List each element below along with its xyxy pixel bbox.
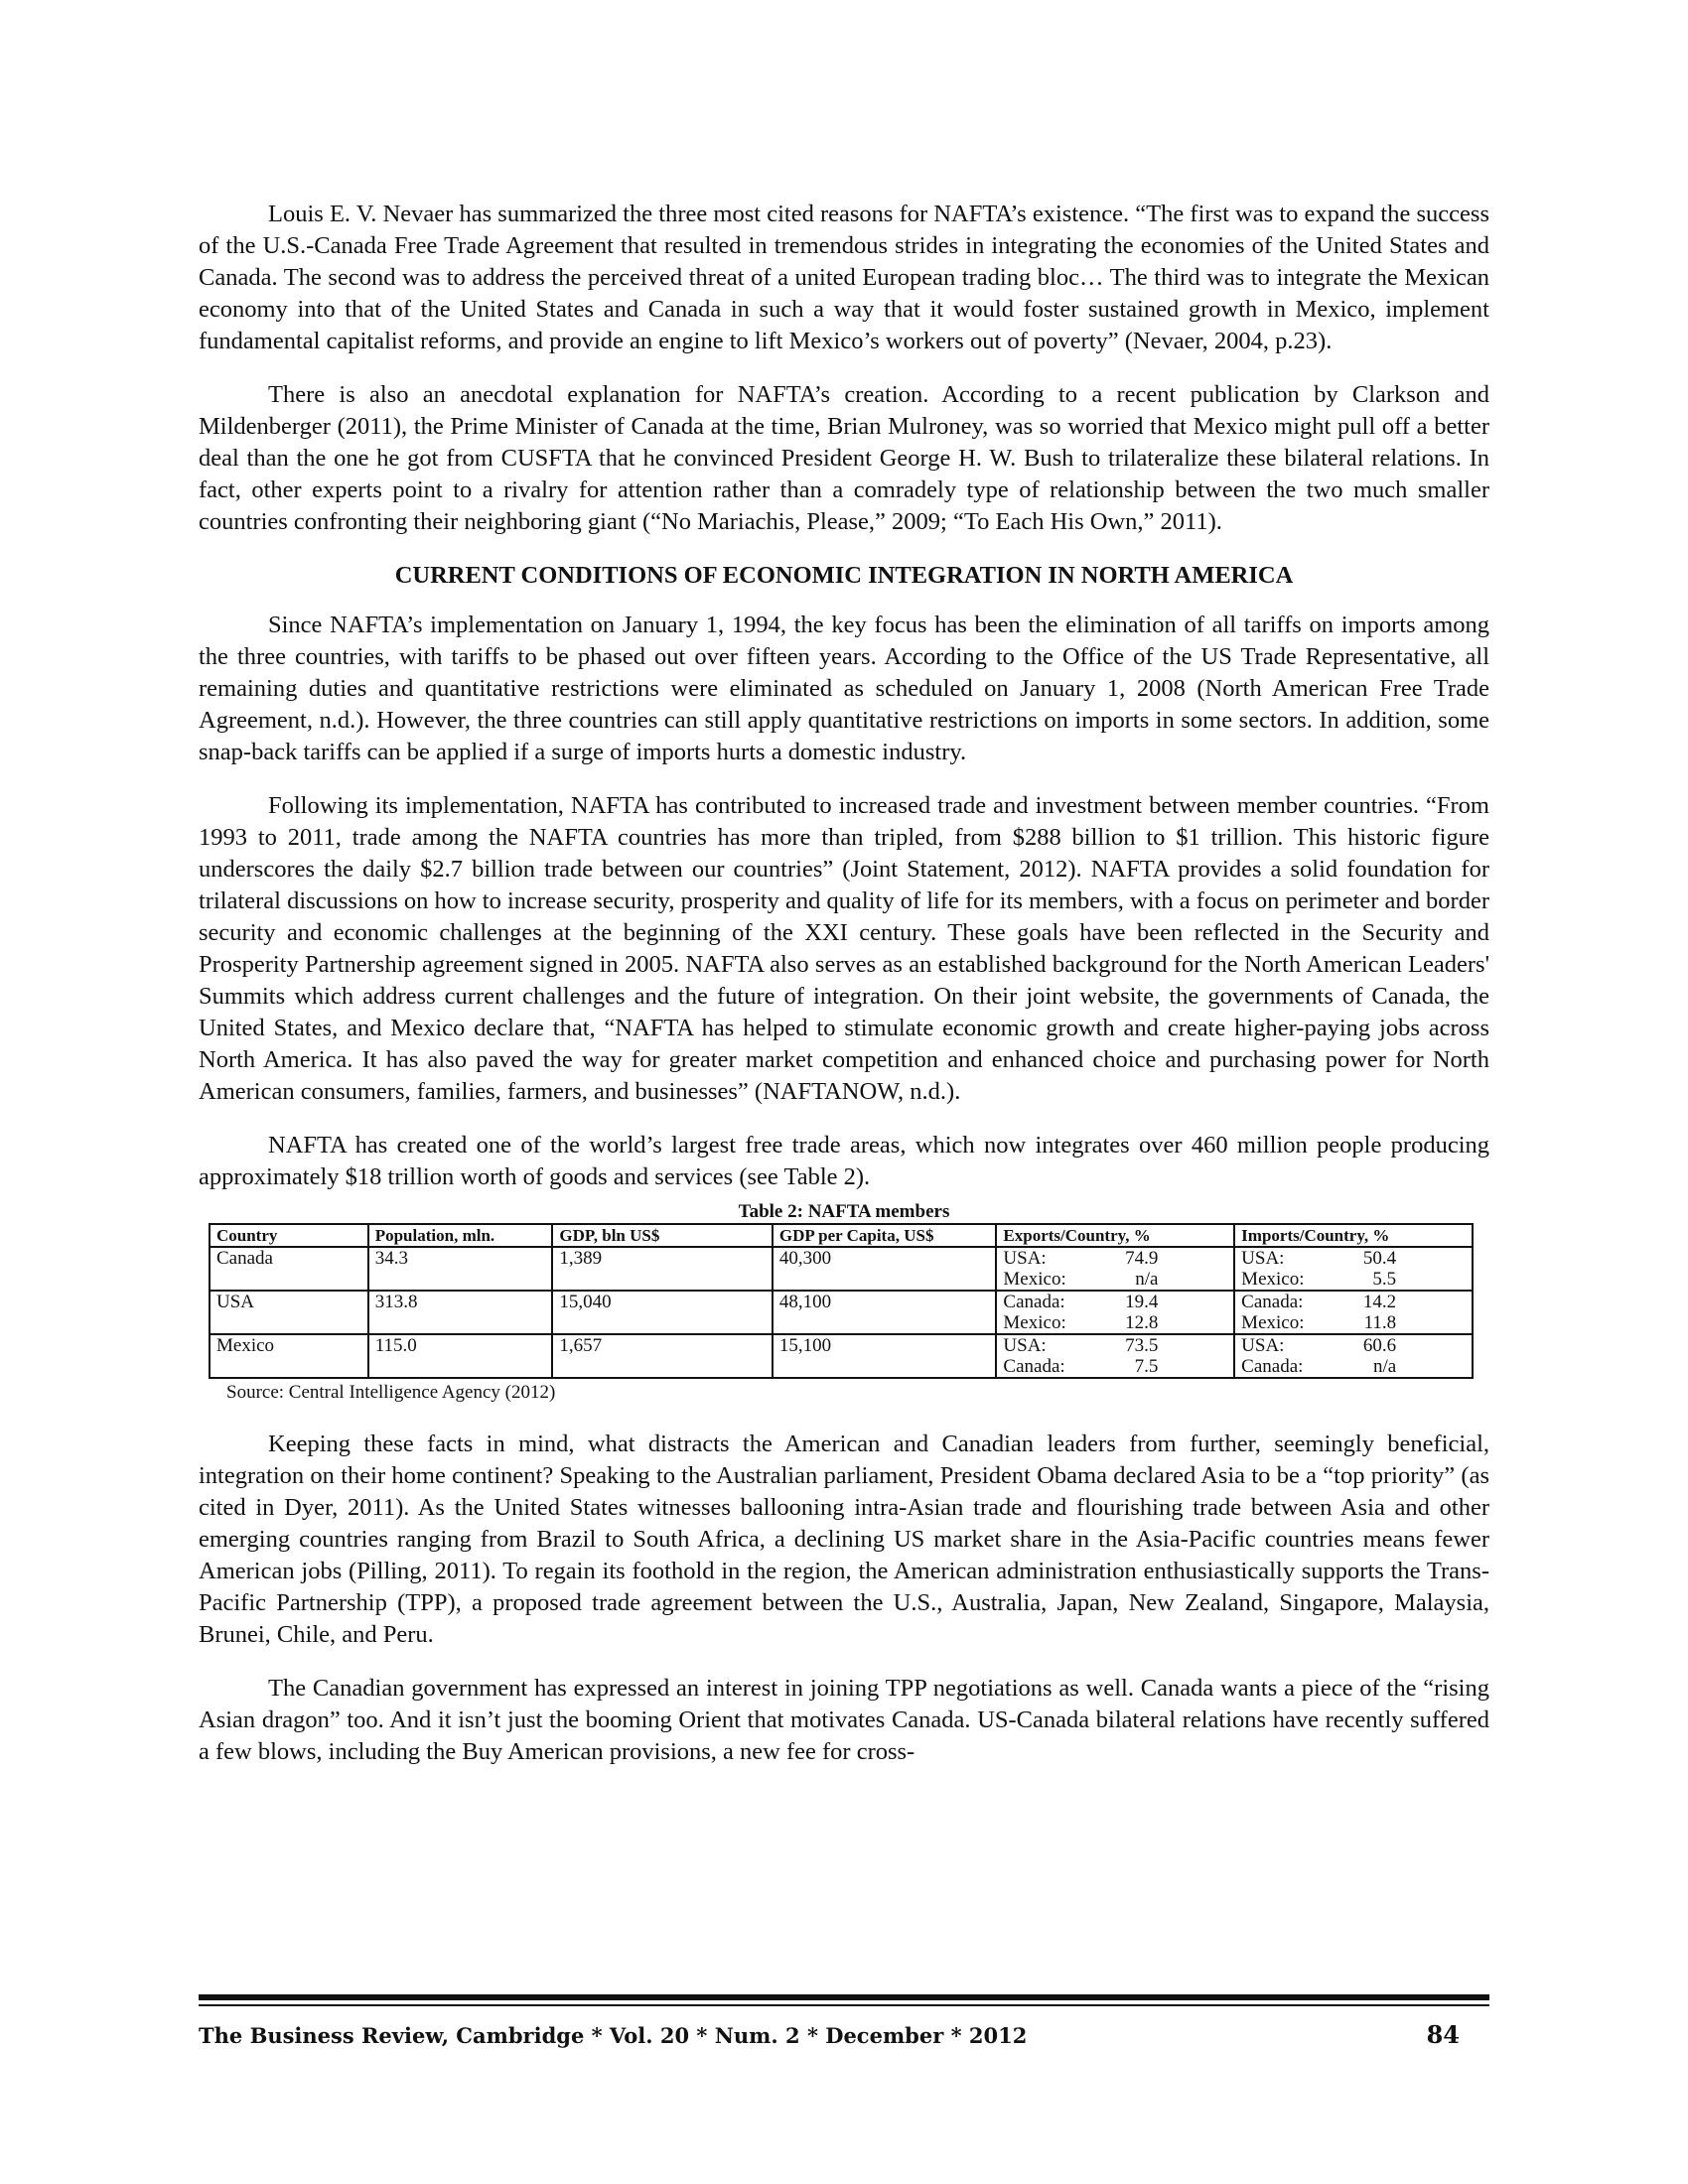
country-cell: USA	[210, 1291, 368, 1334]
table-row	[210, 1291, 1473, 1334]
table-source: Source: Central Intelligence Agency (2012)	[226, 1382, 556, 1403]
column-header: Population, mln.	[368, 1224, 553, 1247]
section-heading: CURRENT CONDITIONS OF ECONOMIC INTEGRATION IN NORTH AMERICA	[394, 562, 1294, 589]
partner-label: Mexico:	[1003, 1312, 1066, 1333]
partner-value: 14.2	[1362, 1292, 1397, 1312]
partner-label: USA:	[1241, 1248, 1285, 1269]
column-header: GDP per Capita, US$	[773, 1224, 996, 1247]
imports-cell	[1234, 1247, 1473, 1291]
paragraph: Keeping these facts in mind, what distracts the American and Canadian leaders from further, seemingly beneficial, integration on their home continent? Speaking to the Australian parliament, President Obama declared Asia to be a “top priority” (as cited in Dyer, 2011). As the United States witnesses ballooning intra-Asian trade and flourishing trade between Asia and other emerging countries ranging from Brazil to South Africa, a declining US market share in the Asia-Pacific countries means fewer American jobs (Pilling, 2011). To regain its foothold in the region, the American administration enthusiastically supports the Trans-Pacific Partnership (TPP), a proposed trade agreement between the U.S., Australia, Japan, New Zealand, Singapore, Malaysia, Brunei, Chile, and Peru.	[199, 1431, 1489, 1648]
paragraph: NAFTA has created one of the world’s largest free trade areas, which now integrates over 460 million people producing approximately $18 trillion worth of goods and services (see Table 2).	[199, 1132, 1489, 1190]
partner-value: 50.4	[1362, 1248, 1397, 1269]
population-cell: 313.8	[368, 1291, 553, 1334]
paragraph: Since NAFTA’s implementation on January 1, 1994, the key focus has been the elimination of all tariffs on imports among the three countries, with tariffs to be phased out over fifteen years. According to the Office of the US Trade Representative, all remaining duties and quantitative restrictions were eliminated as scheduled on January 1, 2008 (North American Free Trade Agreement, n.d.). However, the three countries can still apply quantitative restrictions on imports in some sectors. In addition, some snap-back tariffs can be applied if a surge of imports hurts a domestic industry.	[199, 612, 1489, 765]
footer-rule-thin	[199, 2004, 1489, 2006]
population-cell: 115.0	[368, 1334, 553, 1378]
column-header: Country	[210, 1224, 368, 1247]
partner-label: Canada:	[1003, 1292, 1065, 1312]
partner-label: Canada:	[1241, 1356, 1304, 1377]
imports-cell	[1234, 1334, 1473, 1378]
partner-value: n/a	[1135, 1269, 1159, 1290]
partner-label: USA:	[1003, 1335, 1047, 1356]
partner-value: 12.8	[1125, 1312, 1159, 1333]
partner-value: 7.5	[1134, 1356, 1159, 1377]
footer-rule-thick	[199, 1994, 1489, 2000]
partner-value: 5.5	[1372, 1269, 1397, 1290]
table-row	[210, 1334, 1473, 1378]
column-header: GDP, bln US$	[552, 1224, 773, 1247]
exports-cell	[996, 1334, 1234, 1378]
exports-cell	[996, 1291, 1234, 1334]
exports-cell	[996, 1247, 1234, 1291]
table-header-row	[210, 1224, 1473, 1247]
partner-label: Canada:	[1003, 1356, 1065, 1377]
partner-label: Canada:	[1241, 1292, 1304, 1312]
gdp-cell: 1,657	[552, 1334, 773, 1378]
column-header: Imports/Country, %	[1234, 1224, 1473, 1247]
country-cell: Canada	[210, 1247, 368, 1291]
partner-value: 73.5	[1125, 1335, 1159, 1356]
table-caption: Table 2: NAFTA members	[738, 1201, 950, 1222]
country-cell: Mexico	[210, 1334, 368, 1378]
partner-value: 19.4	[1125, 1292, 1159, 1312]
page-number: 84	[1426, 2020, 1460, 2049]
gdp-cell: 15,040	[552, 1291, 773, 1334]
partner-label: Mexico:	[1241, 1312, 1305, 1333]
imports-cell	[1234, 1291, 1473, 1334]
partner-label: Mexico:	[1003, 1269, 1066, 1290]
partner-label: Mexico:	[1241, 1269, 1305, 1290]
article-body	[199, 199, 1489, 1790]
partner-value: n/a	[1372, 1356, 1397, 1377]
gdp-per-capita-cell: 48,100	[773, 1291, 996, 1334]
paragraph: The Canadian government has expressed an interest in joining TPP negotiations as well. Canada wants a piece of the “rising Asian dragon” too. And it isn’t just the booming Orient that motivates Canada. US-Canada bilateral relations have recently suffered a few blows, including the Buy American provisions, a new fee for cross-	[199, 1675, 1489, 1765]
partner-value: 60.6	[1362, 1335, 1397, 1356]
partner-label: USA:	[1241, 1335, 1285, 1356]
column-header: Exports/Country, %	[996, 1224, 1234, 1247]
gdp-cell: 1,389	[552, 1247, 773, 1291]
journal-citation: The Business Review, Cambridge * Vol. 20 * Num. 2 * December * 2012	[199, 2023, 1028, 2048]
population-cell: 34.3	[368, 1247, 553, 1291]
partner-label: USA:	[1003, 1248, 1047, 1269]
table-row	[210, 1247, 1473, 1291]
paragraph: There is also an anecdotal explanation for NAFTA’s creation. According to a recent publication by Clarkson and Mildenberger (2011), the Prime Minister of Canada at the time, Brian Mulroney, was so worried that Mexico might pull off a better deal than the one he got from CUSFTA that he convinced President George H. W. Bush to trilateralize these bilateral relations. In fact, other experts point to a rivalry for attention rather than a comradely type of relationship between the two much smaller countries confronting their neighboring giant (“No Mariachis, Please,” 2009; “To Each His Own,” 2011).	[199, 381, 1489, 535]
partner-value: 11.8	[1363, 1312, 1397, 1333]
nafta-members-table	[209, 1223, 1474, 1379]
paragraph: Louis E. V. Nevaer has summarized the three most cited reasons for NAFTA’s existence. “The first was to expand the success of the U.S.-Canada Free Trade Agreement that resulted in tremendous strides in integrating the economies of the United States and Canada. The second was to address the perceived threat of a united European trading bloc… The third was to integrate the Mexican economy into that of the United States and Canada in such a way that it would foster sustained growth in Mexico, implement fundamental capitalist reforms, and provide an engine to lift Mexico’s workers out of poverty” (Nevaer, 2004, p.23).	[199, 201, 1489, 354]
page-footer	[199, 1994, 1489, 2049]
paragraph: Following its implementation, NAFTA has contributed to increased trade and investment between member countries. “From 1993 to 2011, trade among the NAFTA countries has more than tripled, from $288 billion to $1 trillion. This historic figure underscores the daily $2.7 billion trade between our countries” (Joint Statement, 2012). NAFTA provides a solid foundation for trilateral discussions on how to increase security, prosperity and quality of life for its members, with a focus on perimeter and border security and economic challenges at the beginning of the XXI century. These goals have been reflected in the Security and Prosperity Partnership agreement signed in 2005. NAFTA also serves as an established background for the North American Leaders' Summits which address current challenges and the future of integration. On their joint website, the governments of Canada, the United States, and Mexico declare that, “NAFTA has helped to stimulate economic growth and create higher-paying jobs across North America. It has also paved the way for greater market competition and enhanced choice and purchasing power for North American consumers, families, farmers, and businesses” (NAFTANOW, n.d.).	[199, 792, 1489, 1105]
partner-value: 74.9	[1125, 1248, 1159, 1269]
gdp-per-capita-cell: 40,300	[773, 1247, 996, 1291]
gdp-per-capita-cell: 15,100	[773, 1334, 996, 1378]
